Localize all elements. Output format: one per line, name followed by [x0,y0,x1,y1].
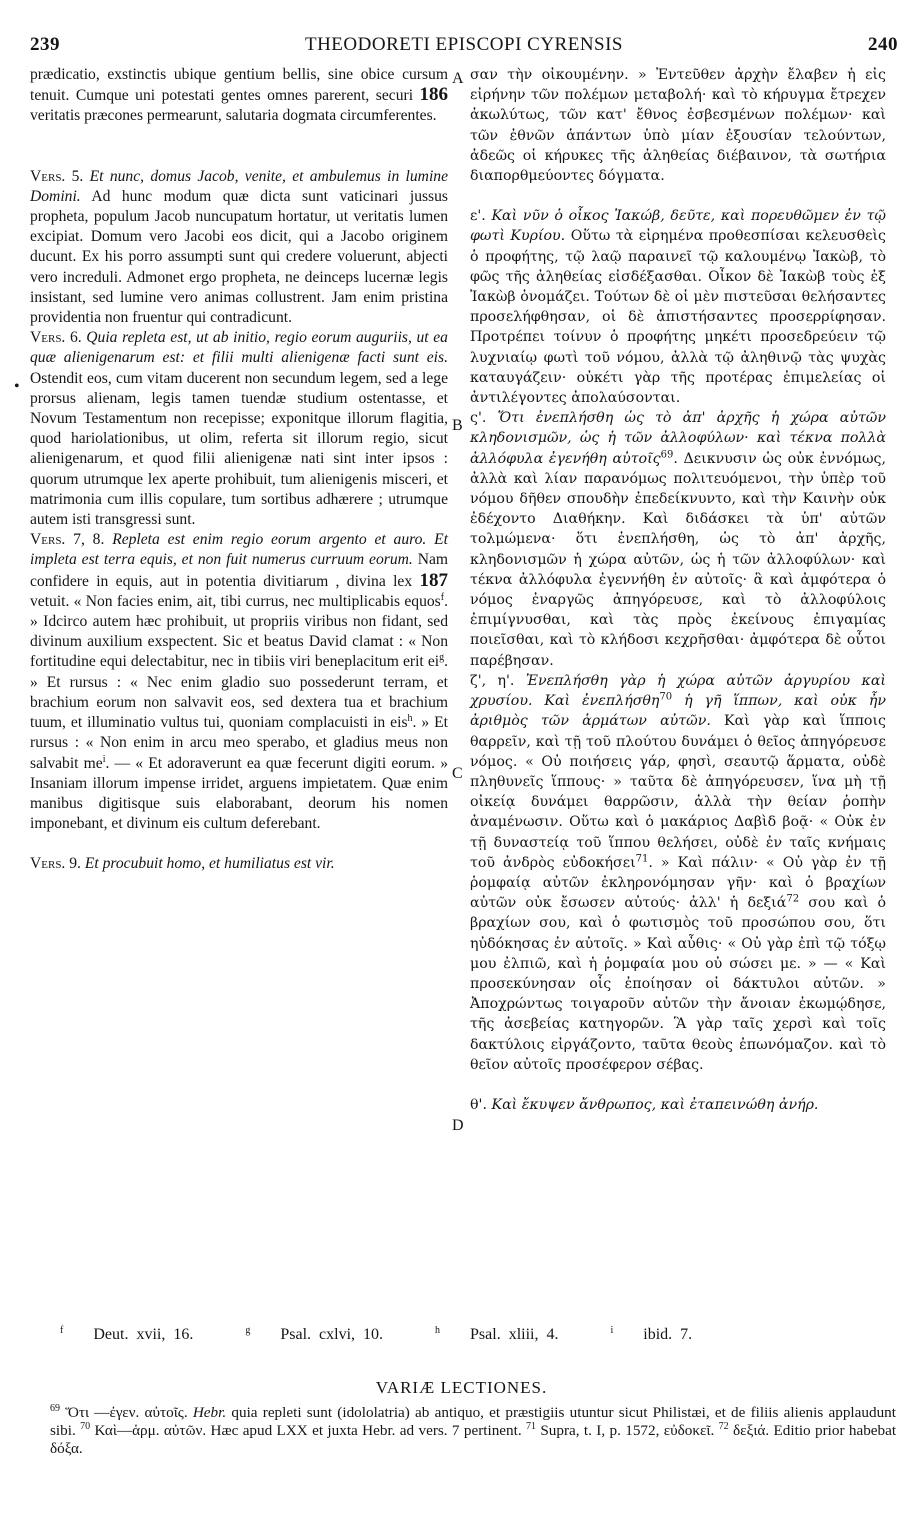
latin-verse-5: Vers. 5. Et nunc, domus Jacob, venite, et ambulemus in lumine Domini. Ad hunc modum quæ dicta sunt vaticinari jussus propheta, populum Jacob nuncupatum hortatur, ut veritatis lumen excipiat. Domum vero Jacobi eos dicit, qui a Jacobo originem ducunt. Ex his porro assumpti sunt qui credere voluerunt, abjecti vero increduli. Admonet ergo propheta, ne deinceps lucernæ legis insistant, sed lumine vero animas collustrent. Jam enim pristina providentia non fruentur qui contradicunt. [30,167,448,327]
footnote-g: $^g$ Psal. cxlvi, 10. [245,1324,384,1343]
running-header [30,34,898,60]
variae-lectiones-title: VARIÆ LECTIONES. [375,1378,548,1397]
running-title: THEODORETI EPISCOPI CYRENSIS [304,34,624,55]
column-number-186: 186 [419,84,448,106]
margin-bullet-icon: • [14,378,20,395]
variae-lectiones: $^{69}$ Ὅτι —ἐγεν. αὐτοῖς. Hebr. quia repleti sunt (idololatria) ab antiquo, et præstigiis utuntur sicut Philistæi, et de filiis alienis applaudunt sibi. $^{70}$ Καὶ—ἁρμ. αὐτῶν. Hæc apud LXX et juxta Hebr. ad vers. 7 pertinent. $^{71}$ Supra, t. I, p. 1572, εὐδοκεῖ. $^{72}$ δεξιά. Editio prior habebat δόξα. [50,1402,897,1457]
latin-paragraph-intro: prædicatio, exstinctis ubique gentium bellis, sine obice cursum tenuit. Cumque uni potestati gentes omnes parerent, securi 186 veritatis præcones permearunt, salutaria dogmata circumferentes. [30,66,448,125]
margin-letter-a: A [452,70,464,87]
greek-paragraph-intro: σαν τὴν οἰκουμένην. » Ἐντεῦθεν ἀρχὴν ἔλαβεν ἡ εἰς εἰρήνην τῶν πολέμων μεταβολή· καὶ τὸ κήρυγμα ἔτρεχεν ἀκωλύτως, τῶν κατ' ἔθνος ἐσβεσμένων πολέμων· καὶ τῶν ἐθνῶν ἁπάντων ὑπὸ μίαν ἐξουσίαν τελούντων, ἀδεῶς οἱ κήρυκες τῆς ἀληθείας διέβαινον, τὰ σωτήρια διαπορθμεύοντες δόγματα. [470,67,886,185]
page-number-right: 240 [868,34,898,55]
margin-letter-b: B [452,417,463,434]
latin-verse-7-8: Vers. 7, 8. Repleta est enim regio eorum argento et auro. Et impleta est terra equis, et non fuit numerus curruum eorum. Nam confidere in equis, aut in potentia divitiarum , divina lex 187 vetuit. « Non facies enim, ait, tibi currus, nec multiplicabis equos$^f$. » Idcirco autem hæc prohibuit, ut propriis viribus non fidant, sed divinum auxilium exspectent. Sic et beatus David clamat : « Non fortitudine equi delectabitur, nec in tibiis viri beneplacitum erit $ei^g$. » Et rursus : « Nec enim gladio suo possederunt terram, et brachium eorum non salvavit eos, sed dextera tua et brachium tuum, et illuminatio vultus tui, quoniam complacuisti in eis$^h$. » Et rursus : « Non enim in arcu meo sperabo, et gladius meus non salvabit $me^i$. — « Et adoraverunt ea quæ fecerunt digiti eorum. » Insaniam illorum impense irridet, arguens impietatem. Quæ enim manibus digitisque suis elaborabant, deorum his nomen imponebant, et divinum eis cultum deferebant. [30,531,449,833]
latin-column [30,65,448,875]
greek-column [470,65,886,1115]
latin-verse-9: Vers. 9. Et procubuit homo, et humiliatus est vir. [30,855,335,873]
margin-letter-d: D [452,1117,464,1134]
greek-verse-7-8: ζ', η'. Ἐνεπλήσθη γὰρ ἡ χώρα αὐτῶν ἀργυρίου καὶ χρυσίου. Καὶ ἐνεπλήσθη$^{70}$ ἡ γῆ ἵππων, καὶ οὐκ ἦν ἀριθμὸς τῶν ἁρμάτων αὐτῶν. Καὶ γὰρ καὶ ἵπποις θαρρεῖν, καὶ τῇ τοῦ πλούτου δυνάμει ὁ θεῖος ἀπηγόρευσε νόμος. « Οὐ ποιήσεις γάρ, φησὶ, σεαυτῷ ἅρματα, οὐδὲ πληθυνεῖς ἵππους· » ταῦτα δὲ ἀπηγόρευσεν, ἵνα μὴ τῇ οἰκείᾳ δυνάμει θαρρῶσιν, ἀλλὰ τὴν θείαν ῥοπὴν ἀναμένωσιν. Οὕτω καὶ ὁ μακάριος Δαβὶδ βοᾷ· « Οὐκ ἐν τῇ δυναστείᾳ τοῦ ἵππου θελήσει, οὐδὲ ἐν ταῖς κνήμαις τοῦ ἀνδρὸς εὐδοκήσει$^{71}$. » Καὶ πάλιν· « Οὐ γὰρ ἐν τῇ ῥομφαίᾳ αὐτῶν ἐκληρονόμησαν γῆν· καὶ ὁ βραχίων αὐτῶν οὐκ ἔσωσεν αὐτούς· ἀλλ' ἡ δεξιά$^{72}$ σου καὶ ὁ βραχίων σου, καὶ ὁ φωτισμὸς τοῦ προσώπου σου, ὅτι ηὐδόκησας ἐν αὐτοῖς. » Καὶ αὖθις· « Οὐ γὰρ ἐπὶ τῷ τόξῳ μου ἐλπιῶ, καὶ ἡ ῥομφαία μου οὐ σώσει με. » — « Καὶ προσεκύνησαν οἷς ἐποίησαν οἱ δάκτυλοι αὐτῶν. » Ἀποχρώντως τοιγαροῦν αὐτῶν τὴν ἄνοιαν ἐκωμῴδησε, τῆς ἀσεβείας κατηγορῶν. Ἃ γὰρ ταῖς χερσὶ καὶ τοῖς δακτύλοις εἰργάζοντο, ταῦτα θεοὺς ἐπωνόμαζον. καὶ τὸ θεῖον αὐτοῖς προσέφερον σέβας. [470,672,886,1073]
latin-verse-6: Vers. 6. Quia repleta est, ut ab initio, regio eorum auguriis, ut ea quæ alienigenarum est: et filii multi alienigenæ facti sunt eis. Ostendit eos, cum vitam ducerent non secundum legem, sed a lege prorsus alienam, legis tamen tuendæ studium ostentasse, et Novum Testamentum non recepisse; exponitque illorum flagitia, quod hariolationibus, ut olim, referta sit illorum regio, sicut alienigenarum, et quod filii alienigenæ nati sint inter ipsos : quorum utrumque lex aperte prohibuit, tum alienigenis misceri, et matrimonia cum illis copulare, tum sortibus adhærere ; utrumque autem isti transgressi sunt. [30,329,448,529]
footnote-i: $^i$ ibid. 7. [610,1324,693,1343]
footnote-h: $^h$ Psal. xliii, 4. [435,1324,559,1343]
footnotes [60,1326,880,1344]
greek-verse-6: ς'. Ὅτι ἐνεπλήσθη ὡς τὸ ἀπ' ἀρχῆς ἡ χώρα αὐτῶν κληδονισμῶν, ὡς ἡ τῶν ἀλλοφύλων· καὶ τέκνα πολλὰ ἀλλόφυλα ἐγενήθη αὐτοῖς$^{69}$. Δεικνυσιν ὡς οὐκ ἐννόμως, ἀλλὰ καὶ λίαν παρανόμως πολιτευόμενοι, τὴν ὑπὲρ τοῦ νόμου δῆθεν σπουδὴν ἐπεδείκνυντο, καὶ τὴν Καινὴν οὐκ ἐδέχοντο Διαθήκην. Καὶ διδάσκει τὰ ὑπ' αὐτῶν τολμώμενα· ὅτι ἐνεπλήσθη, ὡς τὸ ἀπ' ἀρχῆς, κληδονισμῶν ἡ χώρα αὐτῶν, ὡς ἡ τῶν ἀλλοφύλων· καὶ τέκνα ἀλλόφυλα ἐγεννήθη ἐν αὐτοῖς· ἃ καὶ ἀμφότερα ὁ νόμος ἐναργῶς ἀπηγόρευσε, καὶ τὸ ἀλλοφύλοις ἐπιμίγνυσθαι, καὶ τὰς πρὸς ἐκείνους ἐπιγαμίας ποιεῖσθαι, καὶ τὸ κλήδοσι κεχρῆσθαι· ἀμφότερα δὲ οὗτοι παρέβησαν. [470,410,886,669]
footnote-f: $^f$ Deut. xvii, 16. [60,1324,194,1343]
page-number-left: 239 [30,34,60,55]
greek-verse-9: θ'. Καὶ ἔκυψεν ἄνθρωπος, καὶ ἐταπεινώθη ἀνήρ. [470,1096,819,1113]
column-number-187: 187 [419,569,448,591]
greek-verse-5: ε'. Καὶ νῦν ὁ οἶκος Ἰακώβ, δεῦτε, καὶ πορευθῶμεν ἐν τῷ φωτὶ Κυρίου. Οὕτω τὰ εἰρημένα προθεσπίσαι κελευσθεὶς ὁ προφήτης, τῷ λαῷ παραινεῖ τῷ καλουμένῳ Ἰακὼβ, τὸ φῶς τῆς ἀληθείας εἰσδέξασθαι. Οἶκον δὲ Ἰακὼβ τοὺς ἐξ Ἰακὼβ ὀνομάζει. Τούτων δὲ οἱ μὲν πιστεῦσαι θελήσαντες προσελήφθησαν, οἱ δὲ ἀπιστήσαντες προσερρίφησαν. Προτρέπει τοίνυν ὁ προφήτης μηκέτι προσεδρεύειν τῷ λυχνιαίῳ φωτὶ τοῦ νόμου, ἀλλὰ τῷ ἀληθινῷ τὰς ψυχὰς καταυγάζειν· οὐκέτι γὰρ τῆς προτέρας ἐπιμελείας οἱ ἀντιλέγοντες ἀπολαύσονται. [470,208,886,407]
margin-letter-c: C [452,765,463,782]
